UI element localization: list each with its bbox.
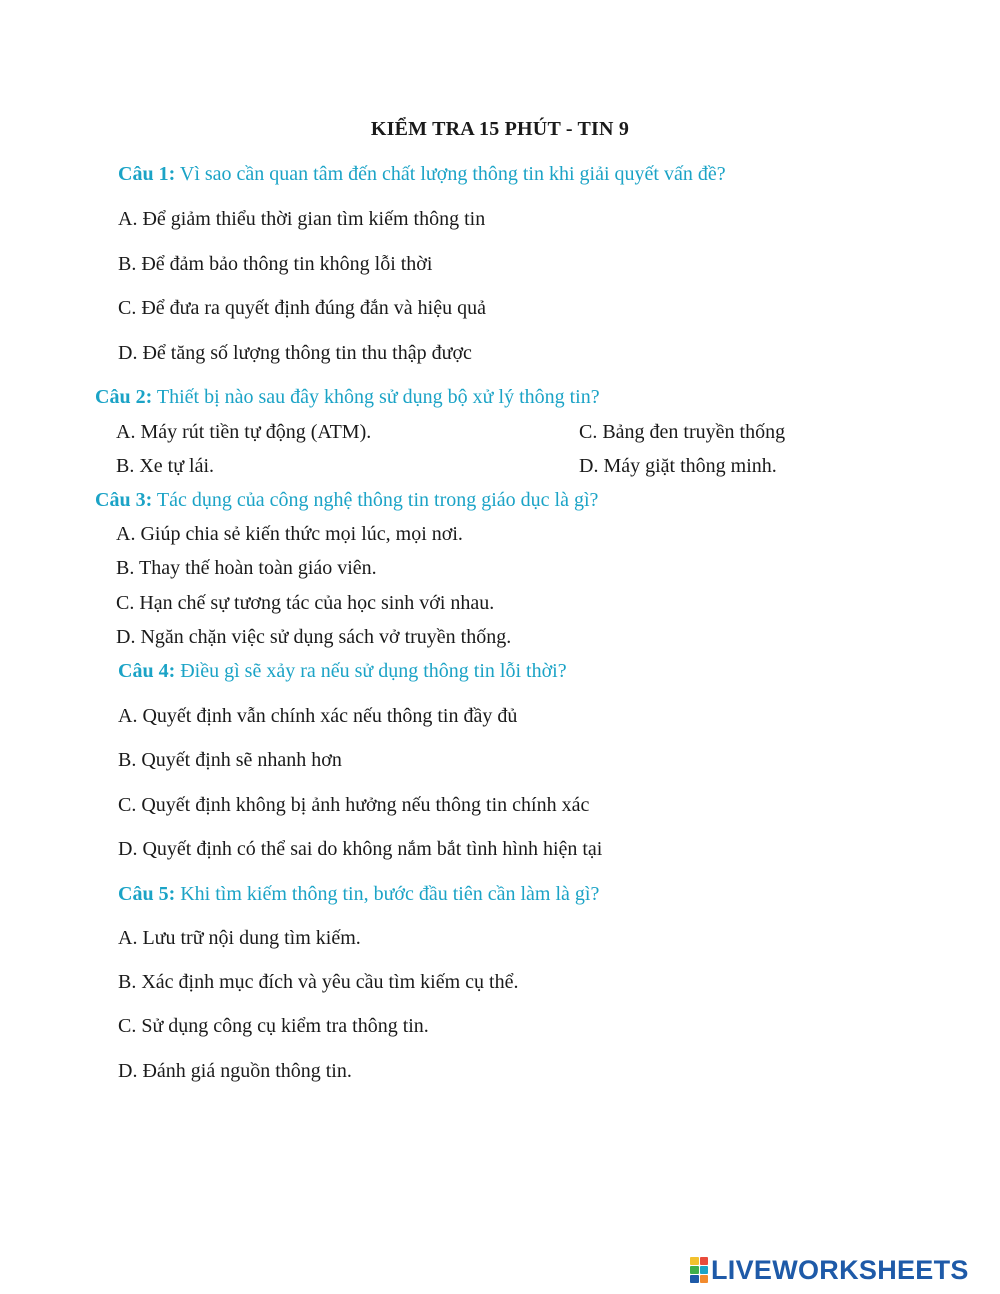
question-number: Câu 4:	[118, 660, 176, 682]
question-4	[118, 660, 567, 683]
option-c[interactable]: C. Để đưa ra quyết định đúng đắn và hiệu quả	[118, 297, 486, 319]
option-d[interactable]: D. Để tăng số lượng thông tin thu thập được	[118, 342, 472, 364]
option-b[interactable]: B. Quyết định sẽ nhanh hơn	[118, 749, 342, 771]
question-text: Điều gì sẽ xảy ra nếu sử dụng thông tin lỗi thời?	[180, 660, 567, 682]
question-1	[118, 163, 726, 186]
logo-text: LIVEWORKSHEETS	[711, 1254, 969, 1285]
option-b[interactable]: B. Thay thế hoàn toàn giáo viên.	[116, 557, 377, 579]
question-number: Câu 3:	[95, 489, 153, 511]
option-d[interactable]: D. Quyết định có thể sai do không nắm bắt tình hình hiện tại	[118, 838, 603, 860]
option-c[interactable]: C. Quyết định không bị ảnh hưởng nếu thông tin chính xác	[118, 794, 590, 816]
option-b[interactable]: B. Xe tự lái.	[116, 455, 215, 477]
option-a[interactable]: A. Để giảm thiểu thời gian tìm kiếm thông tin	[118, 208, 486, 230]
question-2	[95, 386, 600, 409]
option-a[interactable]: A. Lưu trữ nội dung tìm kiếm.	[118, 927, 361, 949]
question-number: Câu 5:	[118, 883, 176, 905]
question-number: Câu 1:	[118, 163, 176, 185]
option-a[interactable]: A. Quyết định vẫn chính xác nếu thông tin đầy đủ	[118, 705, 518, 727]
option-a[interactable]: A. Máy rút tiền tự động (ATM).	[116, 421, 372, 443]
question-text: Tác dụng của công nghệ thông tin trong giáo dục là gì?	[156, 489, 599, 511]
question-text: Thiết bị nào sau đây không sử dụng bộ xử lý thông tin?	[156, 386, 600, 408]
option-c[interactable]: C. Hạn chế sự tương tác của học sinh với nhau.	[116, 592, 495, 614]
logo-mark-icon	[690, 1257, 708, 1283]
page-title: KIỂM TRA 15 PHÚT - TIN 9	[370, 118, 630, 140]
option-c[interactable]: C. Sử dụng công cụ kiểm tra thông tin.	[118, 1015, 429, 1037]
option-a[interactable]: A. Giúp chia sẻ kiến thức mọi lúc, mọi nơi.	[116, 523, 463, 545]
question-text: Vì sao cần quan tâm đến chất lượng thông tin khi giải quyết vấn đề?	[179, 163, 726, 185]
option-d[interactable]: D. Ngăn chặn việc sử dụng sách vở truyền thống.	[116, 626, 512, 648]
option-c[interactable]: C. Bảng đen truyền thống	[579, 421, 786, 443]
option-d[interactable]: D. Máy giặt thông minh.	[579, 455, 777, 477]
question-3	[95, 489, 598, 512]
liveworksheets-logo	[690, 1254, 969, 1286]
option-b[interactable]: B. Xác định mục đích và yêu cầu tìm kiếm cụ thể.	[118, 971, 519, 993]
question-text: Khi tìm kiếm thông tin, bước đầu tiên cần làm là gì?	[180, 883, 600, 905]
option-d[interactable]: D. Đánh giá nguồn thông tin.	[118, 1060, 352, 1082]
question-number: Câu 2:	[95, 386, 153, 408]
option-b[interactable]: B. Để đảm bảo thông tin không lỗi thời	[118, 253, 433, 275]
question-5	[118, 883, 599, 906]
